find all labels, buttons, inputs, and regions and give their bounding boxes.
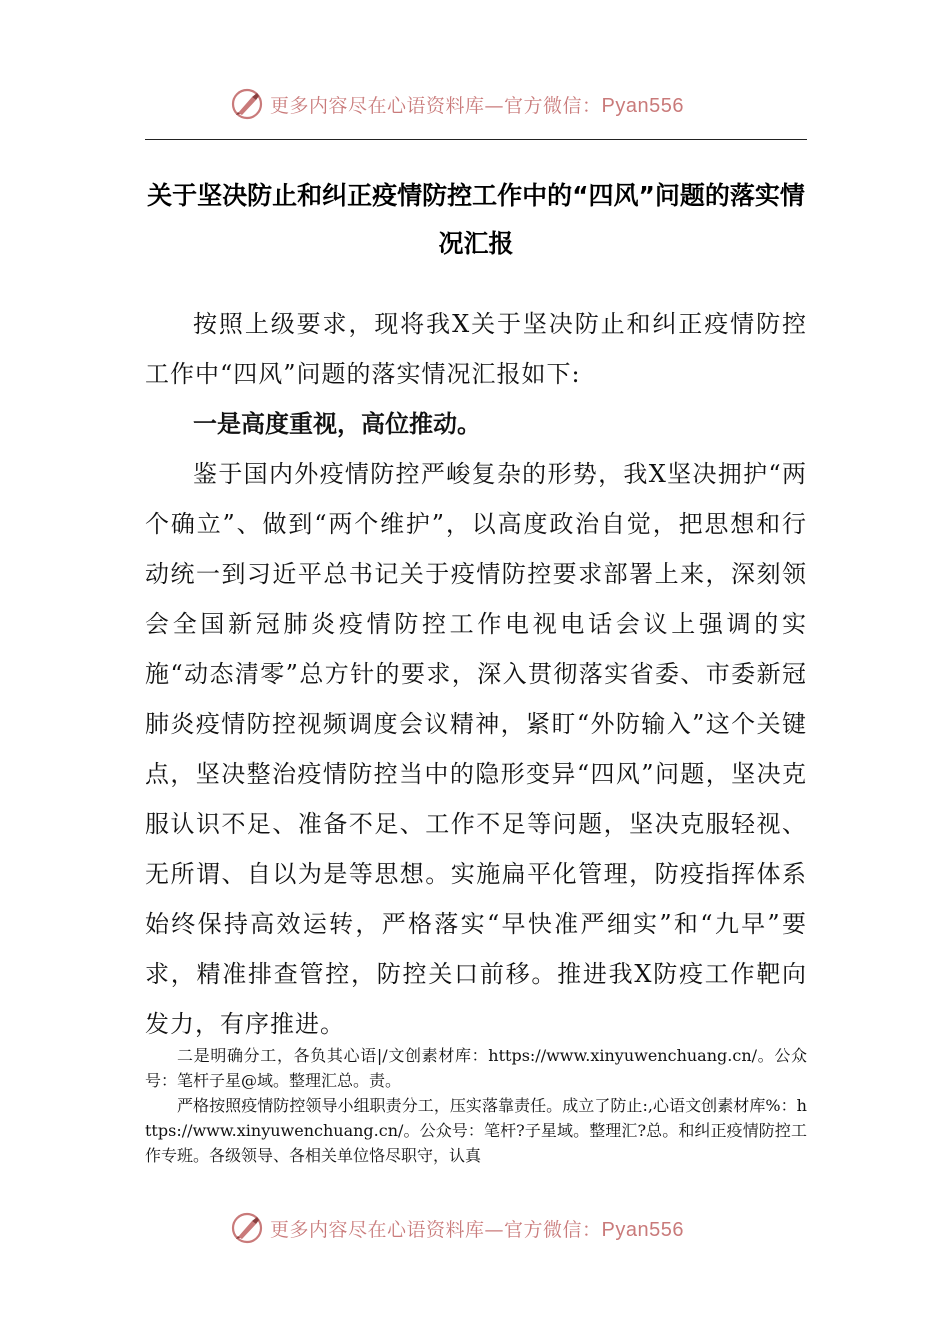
document-body — [145, 299, 807, 1049]
pen-logo-icon — [230, 1211, 264, 1245]
header-divider — [145, 139, 807, 140]
intro-paragraph: 按照上级要求，现将我X关于坚决防止和纠正疫情防控工作中“四风”问题的落实情况汇报如下: — [145, 310, 807, 388]
section-paragraph-1: 鉴于国内外疫情防控严峻复杂的形势，我X坚决拥护“两个确立”、做到“两个维护”，以高度政治自觉，把思想和行动统一到习近平总书记关于疫情防控要求部署上来，深刻领会全国新冠肺炎疫情防控工作电视电话会议上强调的实施“动态清零”总方针的要求，深入贯彻落实省委、市委新冠肺炎疫情防控视频调度会议精神，紧盯“外防输入”这个关键点，坚决整治疫情防控当中的隐形变异“四风”问题，坚决克服认识不足、准备不足、工作不足等问题，坚决克服轻视、无所谓、自以为是等思想。实施扁平化管理，防疫指挥体系始终保持高效运转，严格落实“早快准严细实”和“九早”要求，精准排查管控，防控关口前移。推进我X防疫工作靶向发力，有序推进。 — [145, 460, 807, 1038]
pen-logo-icon — [230, 87, 264, 121]
banner-text: 更多内容尽在心语资料库—官方微信：Pyan556 — [270, 94, 684, 117]
header-banner — [230, 84, 750, 124]
document-body-small — [145, 1043, 807, 1168]
wechat-id: Pyan556 — [601, 94, 684, 117]
section-heading-1: 一是高度重视，高位推动。 — [193, 410, 481, 438]
banner-text: 更多内容尽在心语资料库—官方微信：Pyan556 — [270, 1218, 684, 1241]
wechat-id: Pyan556 — [601, 1218, 684, 1241]
footer-banner — [230, 1208, 750, 1248]
section-heading-2: 二是明确分工，各负其心语|/文创素材库：https://www.xinyuwenchuang.cn/。公众号：笔杆子星@域。整理汇总。责。 — [145, 1046, 807, 1090]
document-title: 关于坚决防止和纠正疫情防控工作中的“四风”问题的落实情况汇报 — [147, 181, 805, 258]
section-paragraph-2: 严格按照疫情防控领导小组职责分工，压实落靠责任。成立了防止:,心语文创素材库%：https://www.xinyuwenchuang.cn/。公众号：笔杆?子星域。整理汇?总。和纠正疫情防控工作专班。各级领导、各相关单位恪尽职守，认真 — [145, 1096, 807, 1165]
